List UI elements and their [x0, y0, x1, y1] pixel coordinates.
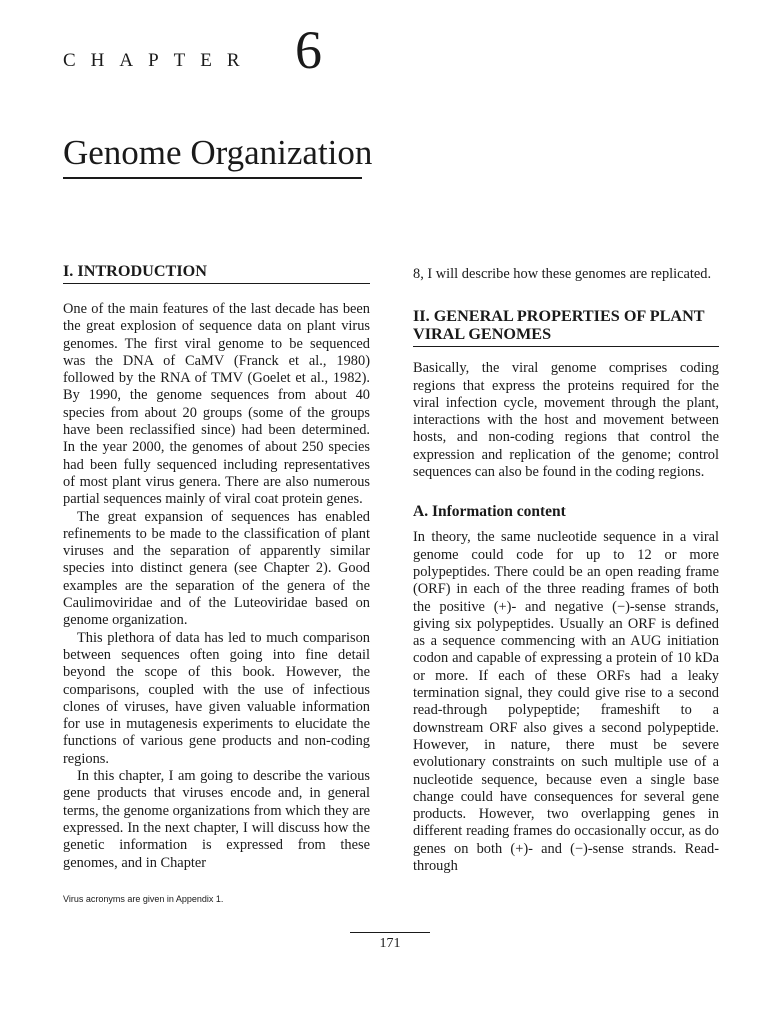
subsection-heading-information-content: A. Information content	[413, 503, 566, 521]
section-heading-introduction: I. INTRODUCTION	[63, 262, 370, 284]
paragraph: The great expansion of sequences has enabled refinements to be made to the classification of plant viruses and the separation of apparently similar species into distinct genera (see Chapter 2). Good examples are the separation of the genera of the Caulimoviridae and of the Luteoviridae based on genome organization.	[63, 508, 370, 629]
paragraph: 8, I will describe how these genomes are replicated.	[413, 266, 712, 282]
page-number: 171	[379, 936, 401, 951]
chapter-number: 6	[295, 20, 322, 80]
folio-rule	[350, 932, 430, 933]
chapter-label: CHAPTER	[63, 50, 255, 71]
paragraph: Basically, the viral genome comprises coding regions that express the proteins required for the viral infection cycle, movement through the plant, interactions with the host and movement between hosts, and non-coding regions that control the expression and replication of the genome; control sequences can also be found in the coding regions.	[413, 360, 719, 481]
paragraph: In theory, the same nucleotide sequence in a viral genome could code for up to 12 or more polypeptides. There could be an open reading frame (ORF) in each of the three reading frames of both the positive (+)- and negative (−)-sense strands, giving six polypeptides. Usually an ORF is defined as a sequence commencing with an AUG initiation codon and capable of expressing a protein of 10 kDa or more. If each of these ORFs had a leaky termination signal, they could give rise to a second read-through polypeptide; frameshift to a downstream ORF also gives a second polypeptide. However, in nature, there must be severe evolutionary constraints on such multiple use of a nucleotide sequence, because even a single base change could have consequences for several gene products. However, two overlapping genes in different reading frames do occasionally occur, as do genes on both (+)- and (−)-sense strands. Read-through	[413, 529, 719, 875]
paragraph: In this chapter, I am going to describe the various gene products that viruses encode and, in general terms, the genome organizations from which they are expressed. In the next chapter, I will discuss how the genetic information is expressed from these genomes, and in Chapter	[63, 768, 370, 871]
page-title: Genome Organization	[63, 133, 373, 172]
paragraph: This plethora of data has led to much comparison between sequences often going into fine detail beyond the scope of this book. However, the comparisons, coupled with the use of infectious clones of viruses, have given valuable information for use in mutagenesis experiments to elucidate the functions of various gene products and non-coding regions.	[63, 629, 370, 767]
title-rule	[63, 177, 362, 179]
footnote: Virus acronyms are given in Appendix 1.	[63, 894, 224, 904]
section-heading-general-properties: II. GENERAL PROPERTIES OF PLANT VIRAL GENOMES	[413, 307, 719, 347]
paragraph: One of the main features of the last decade has been the great explosion of sequence data on plant virus genomes. The first viral genome to be sequenced was the DNA of CaMV (Franck et al., 1980) followed by the RNA of TMV (Goelet et al., 1982). By 1990, the genome sequences from about 40 species from about 20 groups (some of the groups have been reclassified since) had been determined. In the year 2000, the genomes of about 250 species had been fully sequenced including representatives of most plant virus genera. There are also numerous partial sequences mainly of viral coat protein genes.	[63, 301, 370, 508]
right-column	[413, 266, 719, 875]
left-column	[63, 262, 370, 872]
